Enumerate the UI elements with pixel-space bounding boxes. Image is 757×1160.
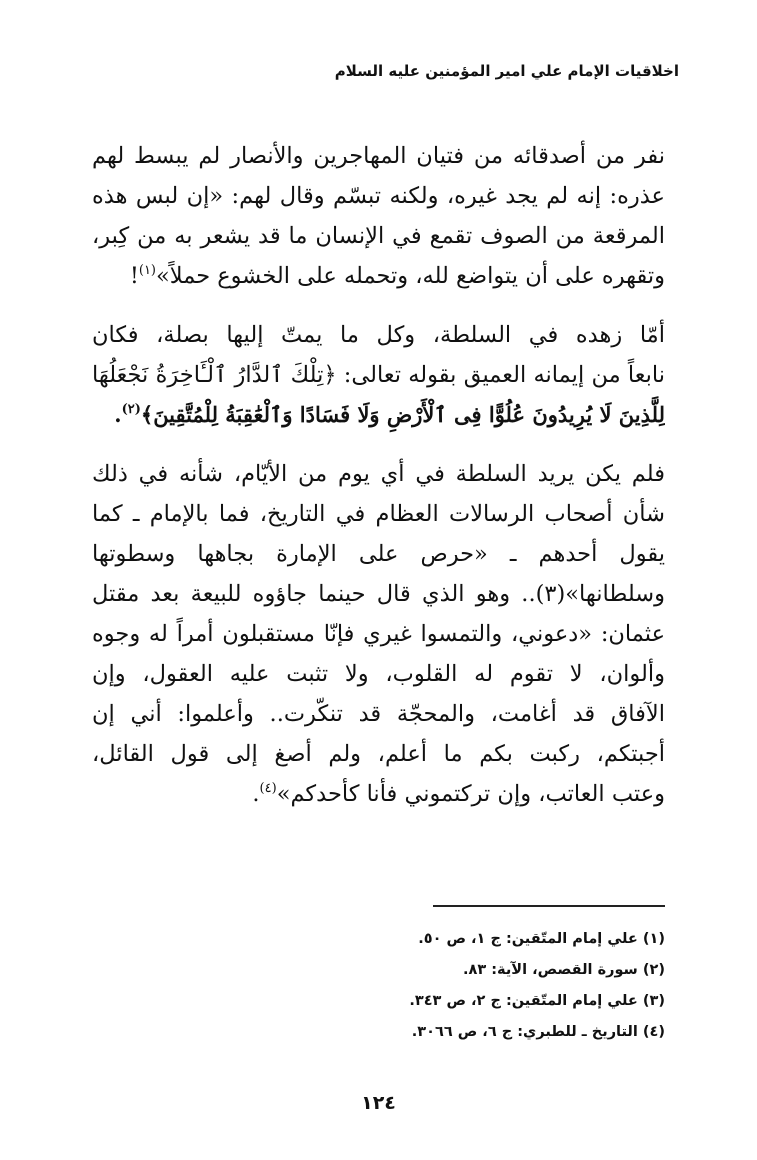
paragraph xyxy=(92,136,665,296)
text-line: الآفاق قد أغامت، والمحجّة قد تنكّرت.. وأعلموا: أني إن xyxy=(92,701,665,727)
text-segment: وعتب العاتب، وإن تركتموني فأنا كأحدكم» xyxy=(276,781,665,807)
text-line: نابعاً من إيمانه العميق بقوله تعالى: ﴿تِلْكَ ٱلدَّارُ ٱلْـَٔاخِرَةُ نَجْعَلُهَا xyxy=(92,362,665,388)
text-line xyxy=(92,256,665,296)
footnote-ref: (٢) xyxy=(121,402,141,417)
text-line: عذره: إنه لم يجد غيره، ولكنه تبسّم وقال لهم: «إن لبس هذه xyxy=(92,183,665,209)
footnote-ref: (١) xyxy=(138,263,156,278)
text-segment: ! xyxy=(129,263,139,289)
footnote: (٣) علي إمام المتّقين: ج ٢، ص ٣٤٣. xyxy=(409,993,665,1009)
quran-verse-line xyxy=(92,395,665,435)
footnote-divider xyxy=(433,905,665,907)
text-line: فلم يكن يريد السلطة في أي يوم من الأيّام، شأنه في ذلك xyxy=(92,461,665,487)
text-line: المرقعة من الصوف تقمع في الإنسان ما قد يشعر به من كِبر، xyxy=(92,223,665,249)
text-line: نفر من أصدقائه من فتيان المهاجرين والأنصار لم يبسط لهم xyxy=(92,143,665,169)
text-line: يقول أحدهم ـ «حرص على الإمارة بجاهها وسطوتها xyxy=(92,541,665,567)
footnote: (١) علي إمام المتّقين: ج ١، ص ٥٠. xyxy=(418,931,665,947)
text-line: أجبتكم، ركبت بكم ما أعلم، ولم أصغ إلى قول القائل، xyxy=(92,741,665,767)
paragraph xyxy=(92,315,665,435)
paragraph xyxy=(92,454,665,814)
main-text xyxy=(92,136,665,833)
text-line: أمّا زهده في السلطة، وكل ما يمتّ إليها بصلة، فكان xyxy=(92,322,665,348)
text-line: وسلطانها»(٣).. وهو الذي قال حينما جاؤوه للبيعة بعد مقتل xyxy=(92,581,665,607)
text-segment: لِلَّذِينَ لَا يُرِيدُونَ عُلُوًّا فِى ٱلْأَرْضِ وَلَا فَسَادًا وَٱلْعَٰقِبَةُ لِلْمُتَّقِينَ﴾ xyxy=(140,402,665,427)
text-segment: . xyxy=(252,781,260,807)
page-number: ١٢٤ xyxy=(361,1092,396,1114)
footnote: (٤) التاريخ ـ للطبري: ج ٦، ص ٣٠٦٦. xyxy=(411,1024,665,1040)
text-line: شأن أصحاب الرسالات العظام في التاريخ، فما بالإمام ـ كما xyxy=(92,501,665,527)
text-line: وألوان، لا تقوم له القلوب، ولا تثبت عليه العقول، وإن xyxy=(92,661,665,687)
running-header: اخلاقيات الإمام علي امير المؤمنين عليه السلام xyxy=(334,62,679,80)
text-line xyxy=(92,774,665,814)
text-segment: وتقهره على أن يتواضع لله، وتحمله على الخشوع حملاً» xyxy=(156,263,665,289)
footnote-ref: (٤) xyxy=(259,781,277,796)
footnotes xyxy=(335,924,665,1048)
text-line: عثمان: «دعوني، والتمسوا غيري فإنّا مستقبلون أمراً له وجوه xyxy=(92,621,665,647)
text-segment: . xyxy=(114,402,122,427)
footnote: (٢) سورة القصص، الآية: ٨٣. xyxy=(462,962,665,978)
